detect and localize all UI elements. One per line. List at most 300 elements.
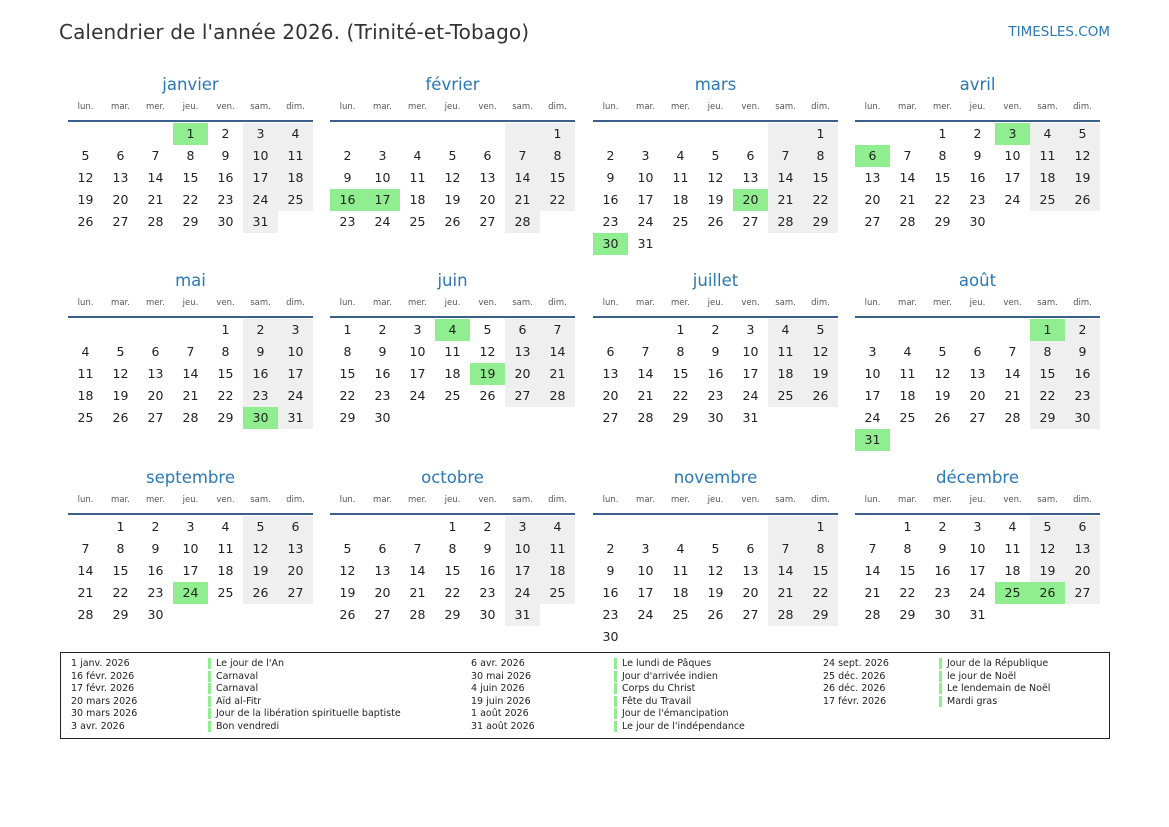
weekday-label: jeu.	[707, 102, 724, 112]
day-cell: 10	[637, 170, 654, 185]
month-block	[330, 74, 575, 261]
day-cell: 4	[903, 344, 912, 359]
day-cell: 15	[803, 560, 838, 582]
weekday-label: lun.	[339, 495, 356, 505]
weekday-label: mer.	[933, 495, 952, 505]
day-cell: 29	[444, 607, 461, 622]
day-cell: 11	[1030, 145, 1065, 167]
day-cell: 16	[374, 366, 391, 381]
day-cell: 8	[803, 145, 838, 167]
day-grid	[68, 516, 313, 654]
day-cell: 13	[864, 170, 881, 185]
weekday-label: sam.	[250, 102, 271, 112]
weekday-label: dim.	[811, 298, 830, 308]
weekday-label: dim.	[548, 102, 567, 112]
day-cell: 22	[540, 189, 575, 211]
day-cell: 9	[973, 148, 982, 163]
day-cell: 29	[672, 410, 689, 425]
month-divider	[68, 316, 313, 318]
day-cell: 13	[742, 563, 759, 578]
day-cell: 20	[742, 585, 759, 600]
day-cell: 3	[868, 344, 877, 359]
day-cell: 15	[1030, 363, 1065, 385]
day-cell: 4	[278, 123, 313, 145]
weekday-label: mar.	[373, 495, 392, 505]
month-divider	[68, 513, 313, 515]
day-cell: 2	[973, 126, 982, 141]
legend-date-column	[823, 658, 889, 708]
day-grid	[330, 319, 575, 457]
day-cell: 24	[1004, 192, 1021, 207]
day-cell: 28	[637, 410, 654, 425]
day-cell: 19	[803, 363, 838, 385]
day-cell: 25	[768, 385, 803, 407]
legend-row	[208, 671, 401, 684]
day-cell: 9	[1065, 341, 1100, 363]
day-cell: 27	[479, 214, 496, 229]
day-cell: 15	[112, 563, 129, 578]
day-cell: 17	[969, 563, 986, 578]
day-cell: 22	[1030, 385, 1065, 407]
holiday-day-cell: 30	[243, 407, 278, 429]
month-block	[855, 74, 1100, 261]
day-cell: 8	[676, 344, 685, 359]
day-cell: 16	[243, 363, 278, 385]
day-cell: 28	[899, 214, 916, 229]
legend-date-column	[71, 658, 137, 733]
day-cell: 4	[676, 541, 685, 556]
holiday-date: 31 août 2026	[471, 720, 535, 732]
holiday-name: Jour de la libération spirituelle baptiste	[208, 708, 401, 719]
day-cell: 2	[243, 319, 278, 341]
day-cell: 16	[602, 585, 619, 600]
day-cell: 28	[182, 410, 199, 425]
weekday-label: lun.	[864, 102, 881, 112]
day-cell: 8	[448, 541, 457, 556]
day-cell: 19	[243, 560, 278, 582]
day-cell: 18	[672, 585, 689, 600]
day-cell: 26	[243, 582, 278, 604]
day-cell: 6	[1065, 516, 1100, 538]
day-cell: 5	[711, 541, 720, 556]
day-cell: 8	[343, 344, 352, 359]
legend-row	[614, 671, 745, 684]
day-cell: 28	[505, 211, 540, 233]
day-cell: 12	[479, 344, 496, 359]
legend-name-column	[208, 658, 401, 733]
weekday-label: jeu.	[182, 102, 199, 112]
day-cell: 1	[803, 123, 838, 145]
empty-weekend-cell	[505, 123, 540, 145]
month-divider	[330, 120, 575, 122]
day-cell: 22	[217, 388, 234, 403]
day-cell: 7	[413, 541, 422, 556]
day-cell: 28	[1004, 410, 1021, 425]
day-cell: 23	[602, 214, 619, 229]
day-cell: 11	[278, 145, 313, 167]
weekday-label: mar.	[636, 495, 655, 505]
holiday-day-cell: 3	[995, 123, 1030, 145]
day-cell: 29	[899, 607, 916, 622]
day-cell: 6	[278, 516, 313, 538]
day-cell: 3	[243, 123, 278, 145]
day-cell: 26	[444, 214, 461, 229]
day-cell: 16	[969, 170, 986, 185]
day-cell: 31	[637, 236, 654, 251]
day-cell: 24	[969, 585, 986, 600]
day-cell: 17	[505, 560, 540, 582]
weekday-label: ven.	[216, 495, 235, 505]
day-cell: 18	[540, 560, 575, 582]
day-cell: 8	[903, 541, 912, 556]
day-cell: 4	[1030, 123, 1065, 145]
day-cell: 25	[672, 214, 689, 229]
day-cell: 9	[221, 148, 230, 163]
legend-row	[939, 683, 1050, 696]
weekday-header	[330, 102, 575, 117]
day-cell: 18	[899, 388, 916, 403]
day-cell: 7	[505, 145, 540, 167]
month-name: octobre	[421, 468, 484, 487]
weekday-label: ven.	[478, 495, 497, 505]
legend-date-column	[471, 658, 535, 733]
day-cell: 16	[479, 563, 496, 578]
weekday-label: dim.	[286, 495, 305, 505]
holiday-day-cell: 19	[470, 363, 505, 385]
day-cell: 9	[243, 341, 278, 363]
day-grid	[855, 123, 1100, 261]
weekday-label: lun.	[339, 102, 356, 112]
weekday-label: sam.	[775, 102, 796, 112]
month-block	[593, 74, 838, 261]
holiday-date: 26 déc. 2026	[823, 683, 886, 694]
day-grid	[330, 516, 575, 654]
day-cell: 4	[1008, 519, 1017, 534]
legend-row	[614, 696, 745, 709]
day-cell: 20	[479, 192, 496, 207]
day-cell: 7	[186, 344, 195, 359]
weekday-header	[855, 495, 1100, 510]
day-cell: 15	[934, 170, 951, 185]
weekday-label: jeu.	[969, 298, 986, 308]
weekday-label: mer.	[146, 298, 165, 308]
day-cell: 30	[479, 607, 496, 622]
legend-row	[614, 658, 745, 671]
day-cell: 10	[969, 541, 986, 556]
day-cell: 5	[116, 344, 125, 359]
day-cell: 29	[803, 604, 838, 626]
day-cell: 27	[374, 607, 391, 622]
weekday-header	[593, 495, 838, 510]
weekday-label: jeu.	[707, 298, 724, 308]
day-cell: 17	[278, 363, 313, 385]
day-cell: 2	[343, 148, 352, 163]
day-cell: 10	[864, 366, 881, 381]
day-cell: 17	[637, 585, 654, 600]
holiday-name: le jour de Noël	[939, 671, 1016, 682]
month-block	[855, 270, 1100, 457]
month-block	[330, 467, 575, 654]
day-cell: 18	[444, 366, 461, 381]
weekday-label: jeu.	[969, 102, 986, 112]
weekday-header	[593, 298, 838, 313]
day-cell: 18	[672, 192, 689, 207]
day-cell: 8	[803, 538, 838, 560]
day-cell: 26	[707, 607, 724, 622]
holiday-day-cell: 24	[173, 582, 208, 604]
day-cell: 6	[505, 319, 540, 341]
day-cell: 27	[1065, 582, 1100, 604]
day-cell: 11	[672, 170, 689, 185]
day-cell: 15	[444, 563, 461, 578]
day-cell: 1	[938, 126, 947, 141]
day-cell: 18	[217, 563, 234, 578]
day-cell: 30	[1065, 407, 1100, 429]
month-name: août	[958, 271, 997, 290]
holiday-day-cell: 4	[435, 319, 470, 341]
day-cell: 28	[768, 604, 803, 626]
day-cell: 27	[278, 582, 313, 604]
day-cell: 11	[540, 538, 575, 560]
day-cell: 29	[339, 410, 356, 425]
day-cell: 3	[278, 319, 313, 341]
weekday-label: ven.	[741, 495, 760, 505]
holiday-day-cell: 1	[1030, 319, 1065, 341]
day-grid	[593, 319, 838, 457]
day-cell: 18	[768, 363, 803, 385]
month-name: mars	[694, 75, 737, 94]
legend-row	[614, 708, 745, 721]
brand-link[interactable]: TIMESLES.COM	[1008, 24, 1110, 40]
weekday-label: jeu.	[444, 102, 461, 112]
holiday-date: 1 août 2026	[471, 708, 529, 719]
day-cell: 17	[409, 366, 426, 381]
weekday-label: ven.	[478, 298, 497, 308]
day-cell: 8	[116, 541, 125, 556]
day-cell: 6	[606, 344, 615, 359]
day-cell: 14	[182, 366, 199, 381]
holiday-day-cell: 1	[173, 123, 208, 145]
day-cell: 22	[899, 585, 916, 600]
month-block	[593, 467, 838, 654]
day-cell: 26	[707, 214, 724, 229]
day-cell: 27	[602, 410, 619, 425]
weekday-label: mer.	[671, 298, 690, 308]
day-cell: 12	[1030, 538, 1065, 560]
day-cell: 13	[479, 170, 496, 185]
day-cell: 11	[672, 563, 689, 578]
day-cell: 21	[540, 363, 575, 385]
day-cell: 23	[374, 388, 391, 403]
day-cell: 16	[1065, 363, 1100, 385]
day-cell: 2	[151, 519, 160, 534]
day-cell: 13	[602, 366, 619, 381]
day-cell: 29	[934, 214, 951, 229]
day-cell: 27	[112, 214, 129, 229]
day-cell: 15	[899, 563, 916, 578]
day-cell: 6	[378, 541, 387, 556]
day-cell: 21	[147, 192, 164, 207]
day-cell: 26	[934, 410, 951, 425]
holiday-day-cell: 30	[593, 233, 628, 255]
month-divider	[330, 316, 575, 318]
weekday-label: lun.	[77, 495, 94, 505]
day-cell: 2	[483, 519, 492, 534]
day-cell: 10	[182, 541, 199, 556]
legend-row	[208, 683, 401, 696]
day-cell: 13	[278, 538, 313, 560]
page-title: Calendrier de l'année 2026. (Trinité-et-Tobago)	[59, 20, 530, 44]
weekday-header	[330, 495, 575, 510]
weekday-header	[330, 298, 575, 313]
day-cell: 28	[77, 607, 94, 622]
day-cell: 5	[243, 516, 278, 538]
month-name: novembre	[673, 468, 758, 487]
day-cell: 13	[374, 563, 391, 578]
month-name: septembre	[146, 468, 235, 487]
day-cell: 6	[973, 344, 982, 359]
weekday-label: dim.	[811, 102, 830, 112]
legend-row	[208, 696, 401, 709]
month-divider	[68, 120, 313, 122]
day-cell: 6	[746, 541, 755, 556]
day-cell: 21	[505, 189, 540, 211]
day-cell: 2	[606, 541, 615, 556]
day-cell: 6	[151, 344, 160, 359]
day-cell: 7	[903, 148, 912, 163]
day-cell: 17	[243, 167, 278, 189]
weekday-label: mer.	[933, 298, 952, 308]
day-cell: 30	[969, 214, 986, 229]
weekday-label: mer.	[408, 495, 427, 505]
day-cell: 1	[903, 519, 912, 534]
legend-row	[208, 708, 401, 721]
weekday-label: lun.	[602, 298, 619, 308]
day-cell: 9	[711, 344, 720, 359]
day-cell: 1	[676, 322, 685, 337]
holiday-name: Le jour de l'indépendance	[614, 721, 745, 732]
day-cell: 15	[339, 366, 356, 381]
day-cell: 4	[540, 516, 575, 538]
weekday-label: mer.	[408, 298, 427, 308]
month-divider	[855, 513, 1100, 515]
day-cell: 1	[448, 519, 457, 534]
day-cell: 31	[278, 407, 313, 429]
day-cell: 9	[151, 541, 160, 556]
day-cell: 1	[116, 519, 125, 534]
month-divider	[593, 513, 838, 515]
day-cell: 6	[746, 148, 755, 163]
holiday-date: 1 janv. 2026	[71, 658, 130, 669]
day-cell: 21	[864, 585, 881, 600]
day-cell: 14	[637, 366, 654, 381]
holiday-name: Mardi gras	[939, 696, 997, 707]
day-cell: 25	[444, 388, 461, 403]
day-cell: 9	[343, 170, 352, 185]
day-cell: 20	[1065, 560, 1100, 582]
day-cell: 9	[938, 541, 947, 556]
day-cell: 1	[221, 322, 230, 337]
weekday-header	[68, 102, 313, 117]
day-cell: 8	[540, 145, 575, 167]
weekday-header	[855, 102, 1100, 117]
day-cell: 18	[278, 167, 313, 189]
day-cell: 29	[1030, 407, 1065, 429]
day-cell: 14	[147, 170, 164, 185]
weekday-label: dim.	[548, 495, 567, 505]
day-cell: 14	[505, 167, 540, 189]
day-cell: 3	[746, 322, 755, 337]
day-cell: 17	[182, 563, 199, 578]
day-cell: 12	[803, 341, 838, 363]
day-cell: 27	[742, 607, 759, 622]
month-divider	[593, 120, 838, 122]
day-cell: 19	[444, 192, 461, 207]
weekday-label: lun.	[339, 298, 356, 308]
day-cell: 3	[505, 516, 540, 538]
day-cell: 11	[217, 541, 234, 556]
day-cell: 21	[768, 189, 803, 211]
day-cell: 1	[343, 322, 352, 337]
weekday-label: ven.	[1003, 102, 1022, 112]
day-cell: 14	[768, 560, 803, 582]
day-cell: 24	[742, 388, 759, 403]
day-cell: 8	[221, 344, 230, 359]
day-cell: 20	[602, 388, 619, 403]
holiday-name: Le lundi de Pâques	[614, 658, 711, 669]
day-cell: 12	[1065, 145, 1100, 167]
legend-row	[939, 696, 1050, 709]
day-cell: 6	[116, 148, 125, 163]
weekday-label: jeu.	[444, 495, 461, 505]
day-cell: 2	[221, 126, 230, 141]
day-cell: 26	[1065, 189, 1100, 211]
day-cell: 8	[186, 148, 195, 163]
legend-row	[939, 658, 1050, 671]
month-block	[330, 270, 575, 457]
day-cell: 15	[672, 366, 689, 381]
day-cell: 14	[768, 167, 803, 189]
holiday-date: 19 juin 2026	[471, 695, 531, 707]
weekday-label: sam.	[512, 298, 533, 308]
day-cell: 20	[147, 388, 164, 403]
day-cell: 21	[77, 585, 94, 600]
day-cell: 5	[448, 148, 457, 163]
holiday-name: Fête du Travail	[614, 696, 691, 707]
weekday-label: sam.	[775, 495, 796, 505]
day-cell: 23	[339, 214, 356, 229]
day-cell: 5	[711, 148, 720, 163]
weekday-label: sam.	[775, 298, 796, 308]
day-cell: 26	[803, 385, 838, 407]
day-cell: 5	[803, 319, 838, 341]
day-cell: 22	[934, 192, 951, 207]
weekday-label: sam.	[512, 495, 533, 505]
day-cell: 12	[934, 366, 951, 381]
day-cell: 10	[243, 145, 278, 167]
holiday-day-cell: 26	[1030, 582, 1065, 604]
day-cell: 11	[444, 344, 461, 359]
day-cell: 2	[938, 519, 947, 534]
day-cell: 30	[374, 410, 391, 425]
day-cell: 26	[479, 388, 496, 403]
day-cell: 14	[540, 341, 575, 363]
day-cell: 12	[339, 563, 356, 578]
day-cell: 17	[864, 388, 881, 403]
day-cell: 28	[864, 607, 881, 622]
day-cell: 29	[112, 607, 129, 622]
day-cell: 7	[641, 344, 650, 359]
